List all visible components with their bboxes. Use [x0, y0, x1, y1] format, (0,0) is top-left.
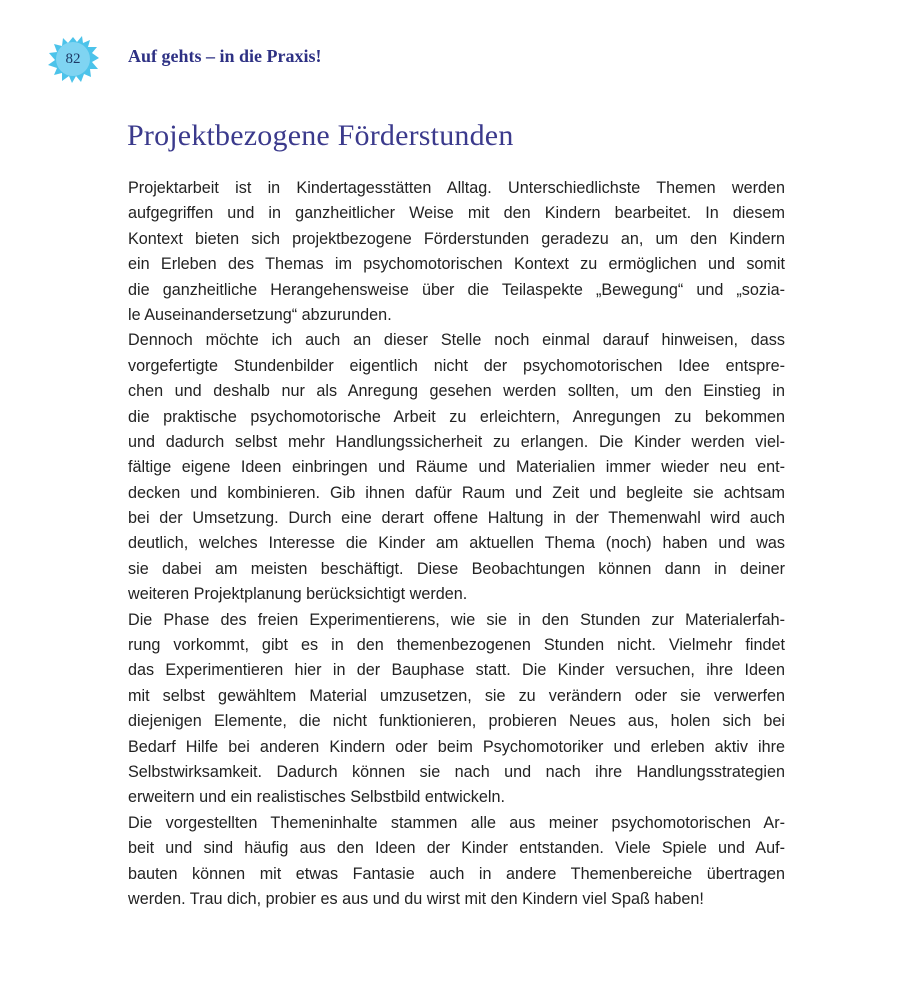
text-line: deutlich, welches Interesse die Kinder am aktuellen Thema (noch) haben und was — [128, 534, 785, 553]
text-line: mit selbst gewähltem Material umzusetzen, sie zu verändern oder sie verwerfen — [128, 686, 785, 705]
text-line: le Auseinandersetzung“ abzurunden. — [128, 305, 392, 324]
text-line: Die vorgestellten Themeninhalte stammen alle aus meiner psychomotorischen Ar- — [128, 813, 785, 832]
text-line: bei der Umsetzung. Durch eine derart offene Haltung in der Themenwahl wird auch — [128, 509, 785, 528]
text-line: Dennoch möchte ich auch an dieser Stelle noch einmal darauf hinweisen, dass — [128, 331, 785, 350]
running-header-title: Auf gehts – in die Praxis! — [128, 46, 322, 66]
text-line: Projektarbeit ist in Kindertagesstätten Alltag. Unterschiedlichste Themen werden — [128, 179, 785, 197]
text-line: bauten können mit etwas Fantasie auch in andere Themenbereiche übertragen — [128, 864, 785, 883]
text-line: Selbstwirksamkeit. Dadurch können sie nach und nach ihre Handlungsstrategien — [128, 762, 785, 781]
text-line: Kontext bieten sich projektbezogene Förderstunden geradezu an, um den Kindern — [128, 229, 785, 248]
text-line: erweitern und ein realistisches Selbstbild entwickeln. — [128, 788, 505, 807]
text-line: decken und kombinieren. Gib ihnen dafür Raum und Zeit und begleite sie achtsam — [128, 483, 785, 502]
text-line: vorgefertigte Stundenbilder eigentlich nicht der psychomotorischen Idee entspre- — [128, 356, 785, 375]
text-line: rung vorkommt, gibt es in den themenbezogenen Stunden nicht. Vielmehr findet — [128, 636, 785, 655]
text-line: das Experimentieren hier in der Bauphase statt. Die Kinder versuchen, ihre Ideen — [128, 661, 785, 680]
text-line: weiteren Projektplanung berücksichtigt werden. — [128, 585, 468, 604]
text-line: und dadurch selbst mehr Handlungssicherheit zu erlangen. Die Kinder werden viel- — [128, 432, 785, 451]
text-line: Die Phase des freien Experimentierens, wie sie in den Stunden zur Materialerfah- — [128, 610, 785, 629]
text-line: ein Erleben des Themas im psychomotorischen Kontext zu ermöglichen und somit — [128, 255, 785, 274]
text-line: werden. Trau dich, probier es aus und du wirst mit den Kindern viel Spaß haben! — [128, 889, 704, 908]
page-number: 82 — [65, 50, 81, 67]
text-line: aufgegriffen und in ganzheitlicher Weise mit den Kindern bearbeitet. In diesem — [128, 204, 785, 223]
text-line: chen und deshalb nur als Anregung gesehen werden sollten, um den Einstieg in — [128, 382, 785, 401]
text-line: beit und sind häufig aus den Ideen der Kinder entstanden. Viele Spiele und Auf- — [128, 839, 785, 858]
text-line: diejenigen Elemente, die nicht funktionieren, probieren Neues aus, holen sich bei — [128, 712, 785, 731]
text-line: sie dabei am meisten beschäftigt. Diese Beobachtungen können dann in deiner — [128, 559, 785, 578]
text-line: fältige eigene Ideen einbringen und Räume und Materialien immer wieder neu ent- — [128, 458, 785, 477]
text-line: die ganzheitliche Herangehensweise über die Teilaspekte „Bewegung“ und „sozia- — [128, 280, 785, 299]
page-title: Projektbezogene Förderstunden — [127, 119, 514, 152]
text-line: die praktische psychomotorische Arbeit zu erleichtern, Anregungen zu bekommen — [128, 407, 785, 426]
text-line: Bedarf Hilfe bei anderen Kindern oder beim Psychomotoriker und erleben aktiv ihre — [128, 737, 785, 756]
body-text — [128, 176, 785, 912]
